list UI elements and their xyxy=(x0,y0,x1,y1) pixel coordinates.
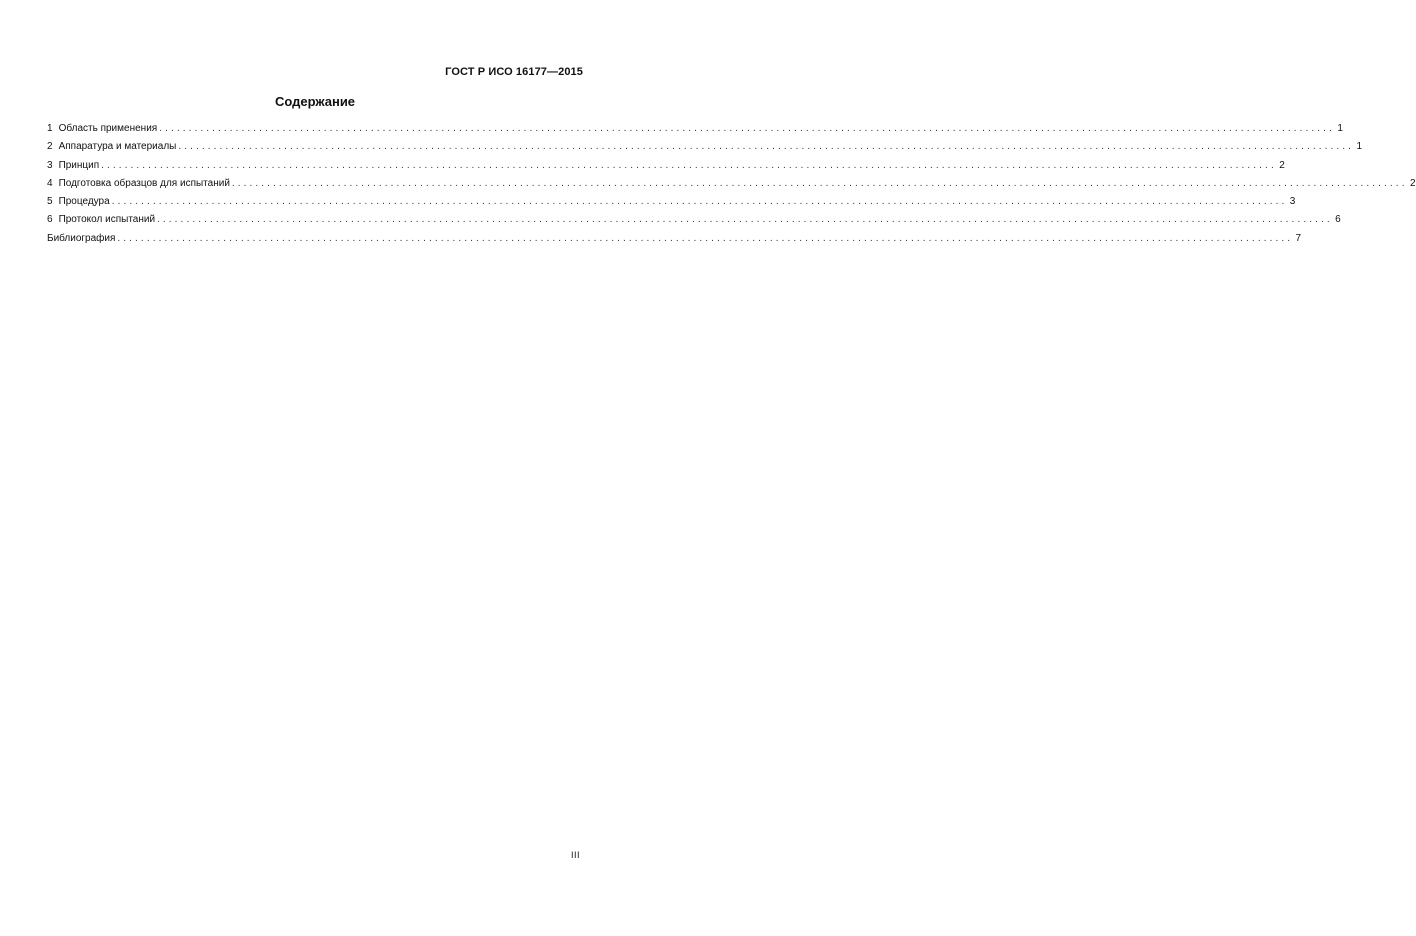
toc-entry-number: 3 xyxy=(47,159,53,171)
toc-entry[interactable] xyxy=(47,159,1285,177)
toc-entry-page: 2 xyxy=(1279,159,1285,171)
dot-leader: ........................................................................................................................................................................................................ xyxy=(111,196,1288,208)
toc-entry-page: 1 xyxy=(1337,123,1343,134)
toc-title: Содержание xyxy=(274,94,356,109)
toc-entry-page: 7 xyxy=(1295,232,1302,244)
toc-entry-number: 2 xyxy=(47,141,53,153)
toc-entry[interactable] xyxy=(47,122,1343,140)
page-number: III xyxy=(570,850,580,860)
toc-entry-title: Подготовка образцов для испытаний xyxy=(58,177,230,189)
toc-entry-title: Протокол испытаний xyxy=(58,214,156,226)
dot-leader: ........................................................................................................................................................................................................ xyxy=(117,232,1294,244)
toc-entry-bibliography[interactable] xyxy=(47,232,1302,250)
toc-entry-title: Библиография xyxy=(47,232,116,244)
dot-leader: ........................................................................................................................................................................................................ xyxy=(157,214,1333,226)
toc-entry[interactable] xyxy=(47,195,1296,213)
dot-leader: ........................................................................................................................................................................................................ xyxy=(231,177,1408,189)
toc-entry[interactable] xyxy=(47,177,1416,195)
table-of-contents xyxy=(47,122,1416,250)
toc-entry[interactable] xyxy=(47,140,1363,158)
toc-entry-title: Аппаратура и материалы xyxy=(58,141,177,153)
toc-entry-page: 2 xyxy=(1410,177,1416,189)
toc-entry-page: 1 xyxy=(1356,141,1363,153)
dot-leader: ........................................................................................................................................................................................................ xyxy=(101,159,1277,171)
dot-leader: ........................................................................................................................................................................................................ xyxy=(159,123,1335,134)
toc-entry-number: 1 xyxy=(47,123,53,134)
toc-entry-page: 3 xyxy=(1289,196,1296,208)
toc-entry-title: Принцип xyxy=(58,159,100,171)
toc-entry-number: 5 xyxy=(47,196,53,208)
toc-entry-number: 6 xyxy=(47,214,53,226)
dot-leader: ........................................................................................................................................................................................................ xyxy=(178,141,1355,153)
toc-entry[interactable] xyxy=(47,213,1341,231)
toc-entry-title: Область применения xyxy=(58,123,158,134)
document-code: ГОСТ Р ИСО 16177—2015 xyxy=(445,66,583,78)
toc-entry-page: 6 xyxy=(1335,214,1341,226)
toc-entry-number: 4 xyxy=(47,177,53,189)
toc-entry-title: Процедура xyxy=(58,196,110,208)
